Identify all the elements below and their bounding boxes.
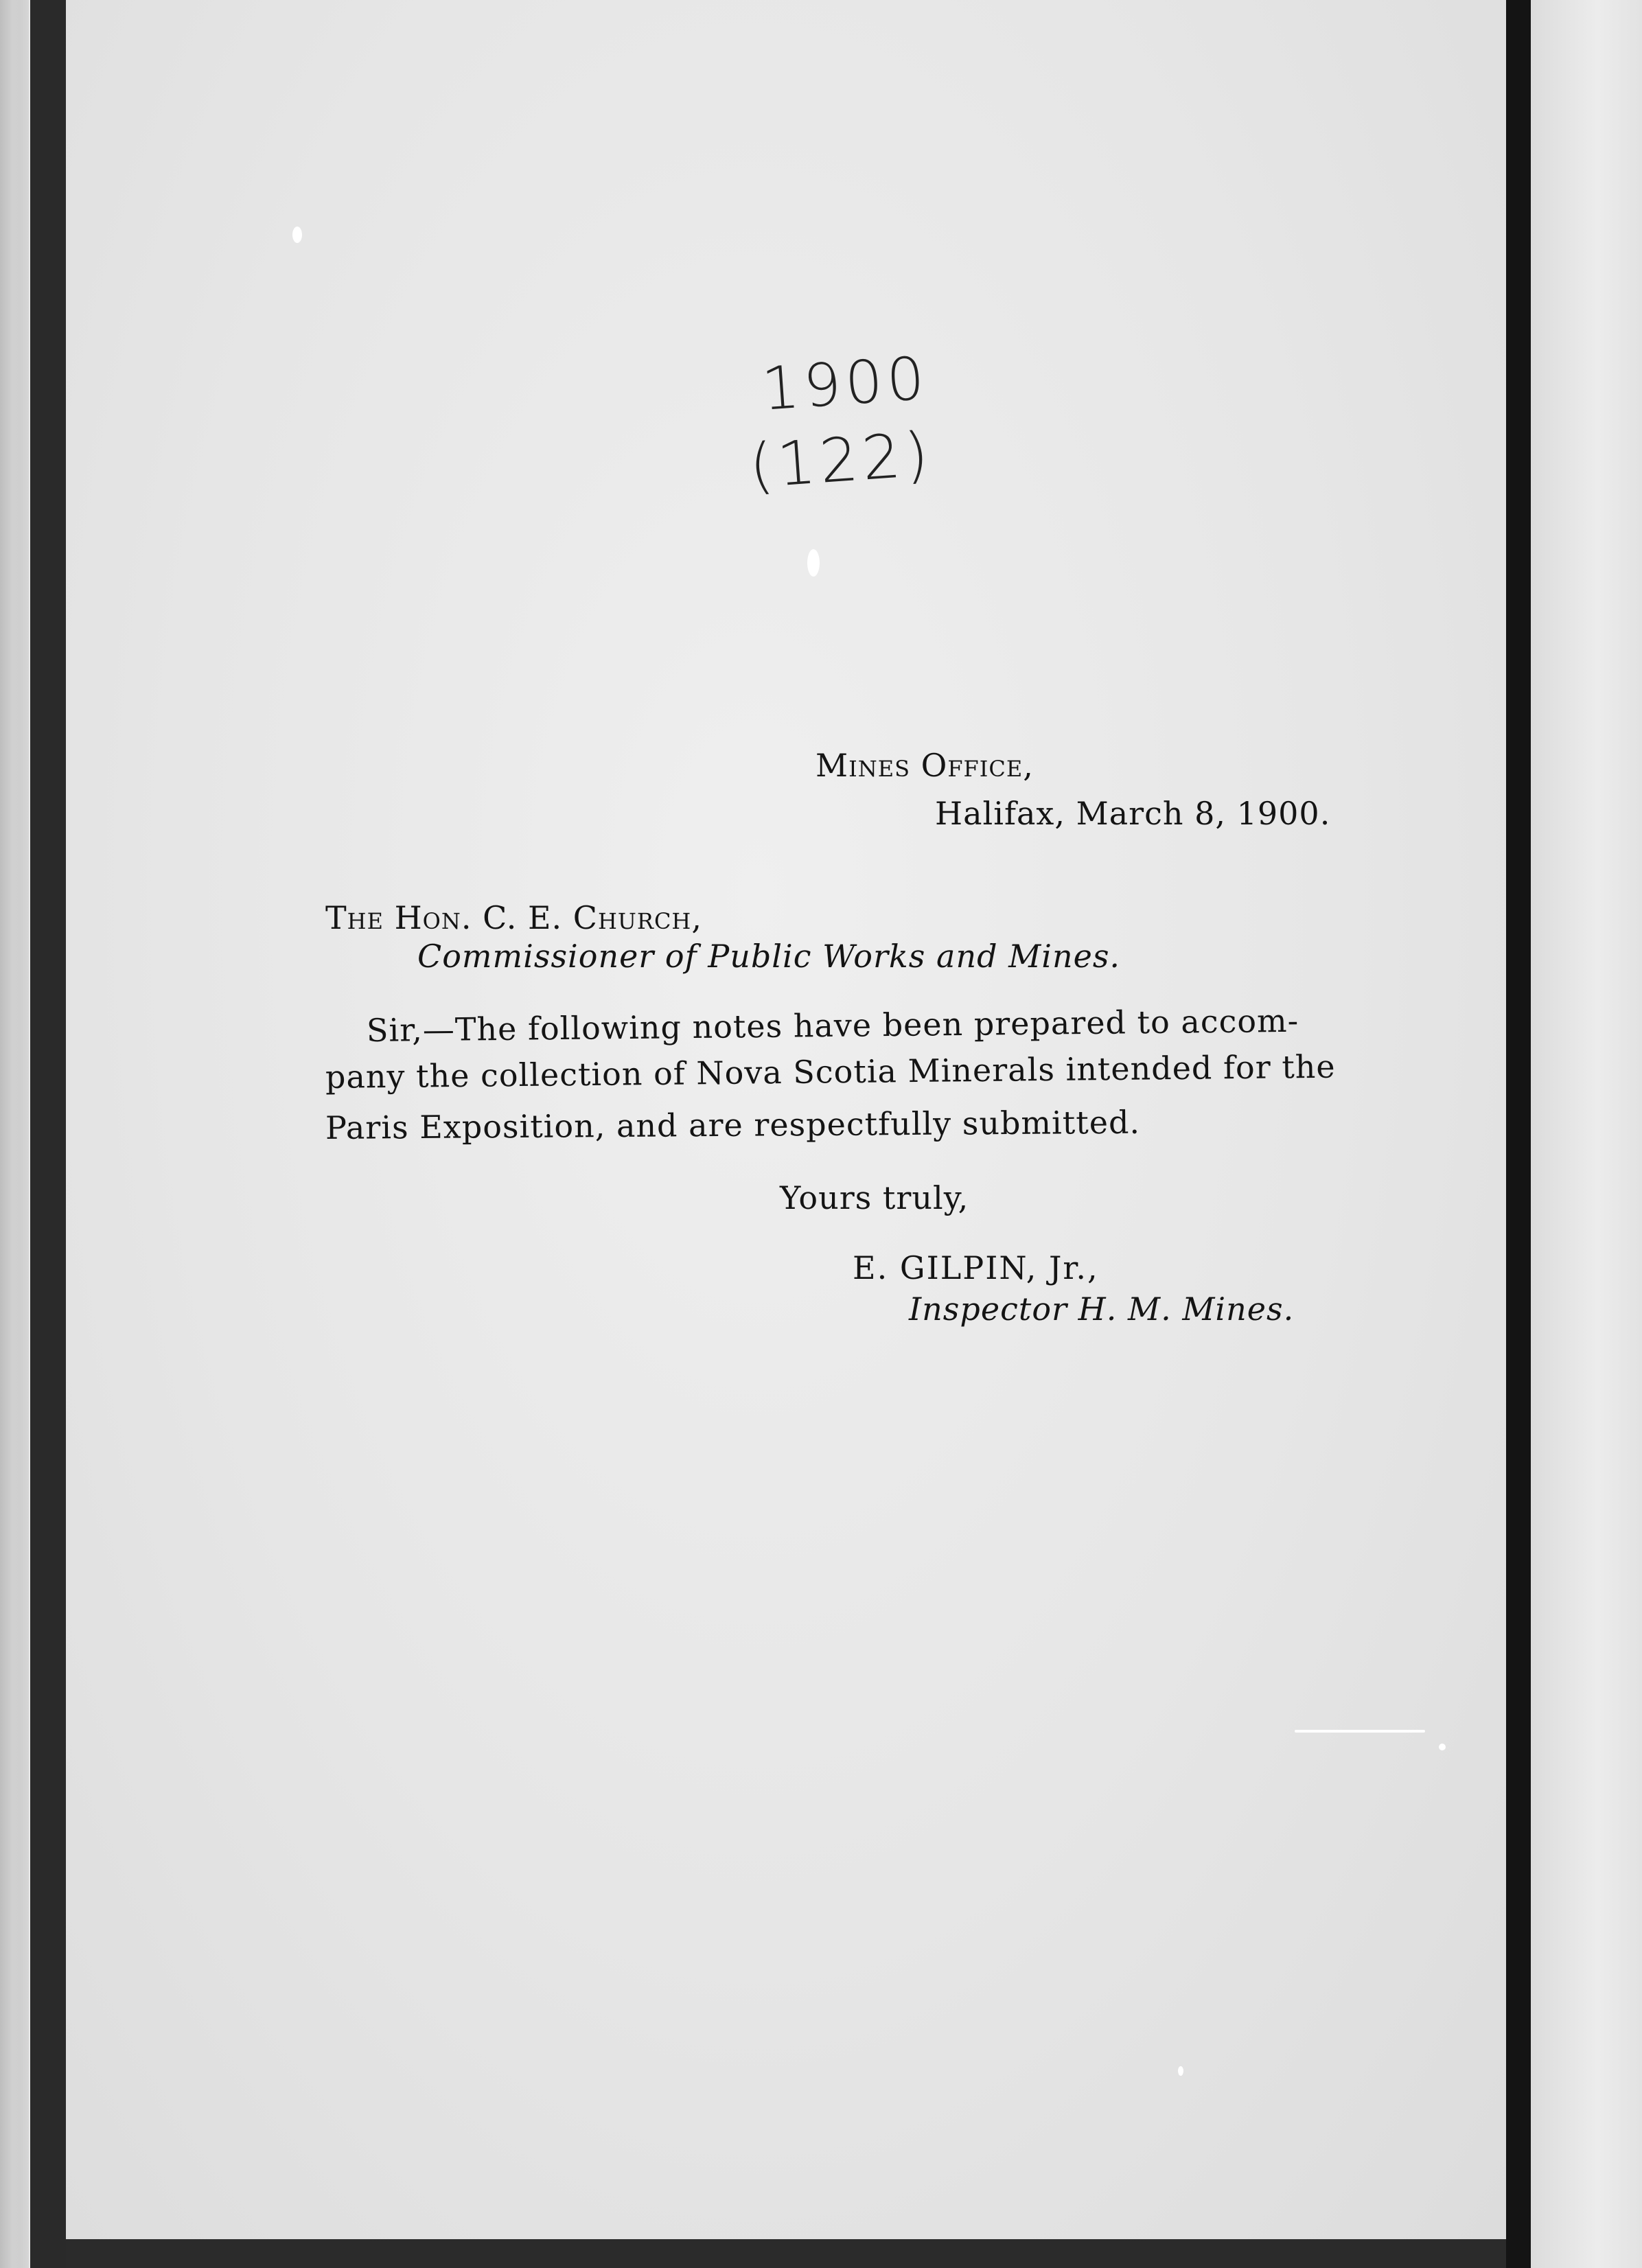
letter-body-line: Sir,—The following notes have been prepared to accom-	[366, 1002, 1299, 1049]
signature-name: E. GILPIN, Jr.,	[853, 1249, 1099, 1286]
paper-speck	[807, 549, 820, 577]
adjacent-page-strip	[1531, 0, 1642, 2268]
paper-speck	[1439, 1744, 1446, 1750]
paper-speck	[1295, 1730, 1425, 1733]
left-page-edge	[30, 0, 66, 2268]
bottom-page-edge	[66, 2239, 1506, 2268]
paper-speck	[1178, 2066, 1183, 2076]
addressee-name: The Hon. C. E. Church,	[325, 899, 702, 936]
left-gutter	[0, 0, 29, 2268]
addressee-title: Commissioner of Public Works and Mines.	[417, 938, 1121, 975]
handwritten-catalog-number: (122)	[747, 418, 935, 502]
letter-closing: Yours truly,	[780, 1179, 969, 1216]
right-page-edge	[1506, 0, 1531, 2268]
signature-title: Inspector H. M. Mines.	[909, 1291, 1295, 1328]
letter-body-line: Paris Exposition, and are respectfully submitted.	[325, 1103, 1141, 1146]
letterhead-office: Mines Office,	[816, 747, 1034, 784]
letter-date: Halifax, March 8, 1900.	[935, 795, 1331, 832]
letter-body-line: pany the collection of Nova Scotia Minerals intended for the	[325, 1048, 1336, 1096]
paper-speck	[292, 227, 302, 243]
handwritten-year: 1900	[759, 344, 931, 424]
